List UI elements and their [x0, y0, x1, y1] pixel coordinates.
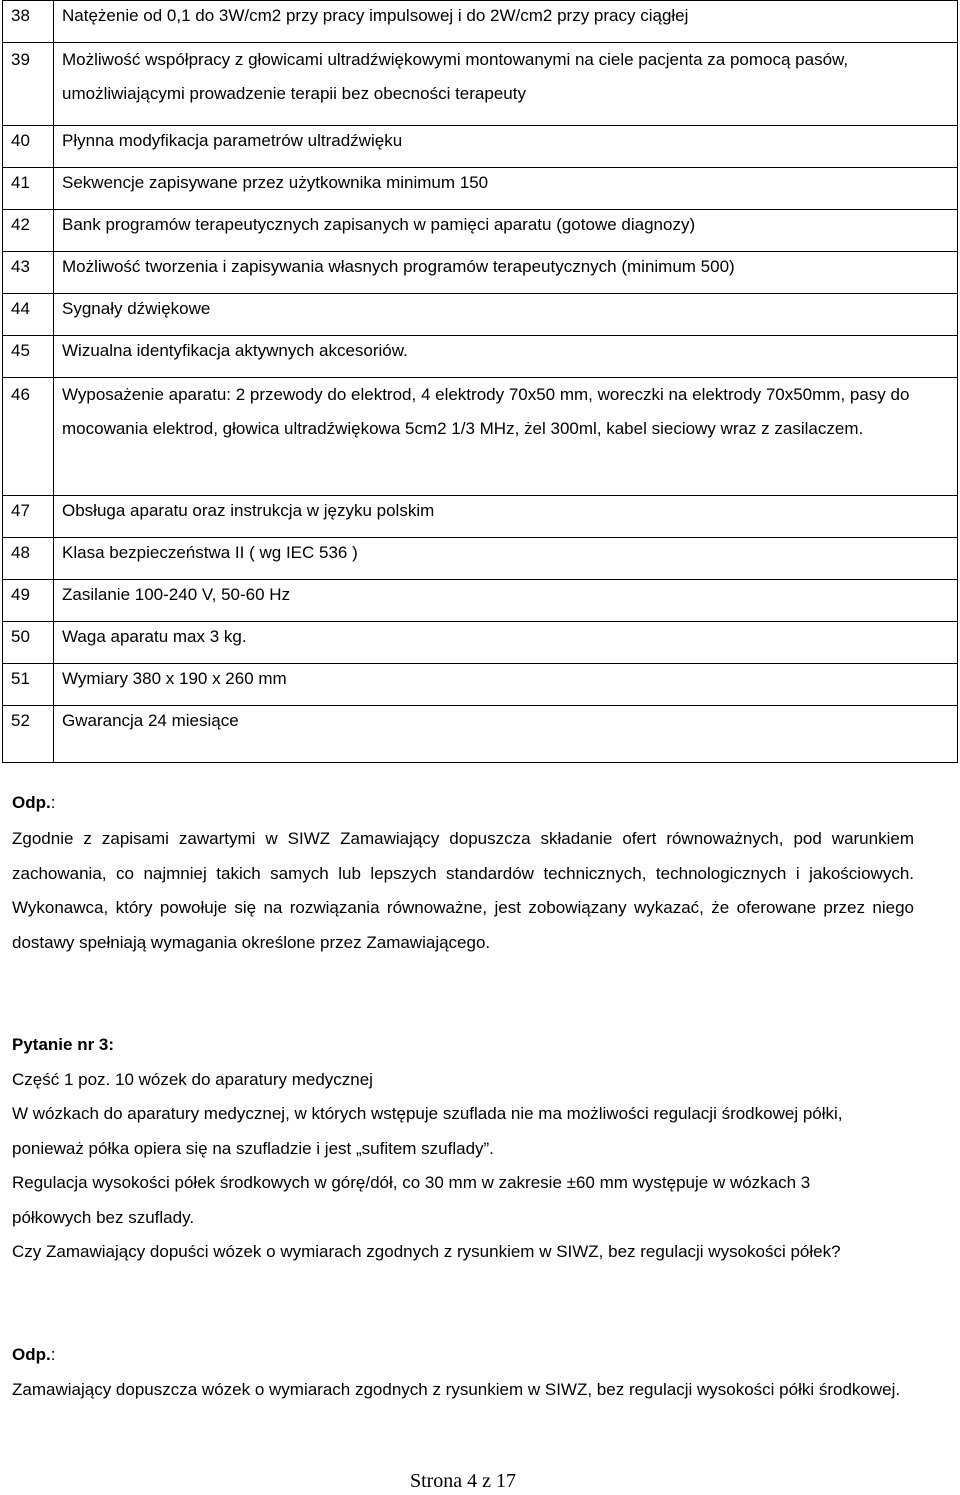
table-row — [3, 210, 958, 252]
answer-colon: : — [50, 793, 56, 812]
answer-label: Odp. — [12, 793, 51, 812]
row-number: 38 — [3, 1, 54, 43]
table-row — [3, 168, 958, 210]
table-row — [3, 496, 958, 538]
table-row — [3, 336, 958, 378]
row-description: Wizualna identyfikacja aktywnych akcesoriów. — [54, 336, 958, 378]
row-number: 49 — [3, 580, 54, 622]
row-number: 44 — [3, 294, 54, 336]
table-row — [3, 664, 958, 706]
row-number: 43 — [3, 252, 54, 294]
table-row — [3, 252, 958, 294]
question-3-subject: Część 1 poz. 10 wózek do aparatury medycznej — [12, 1070, 373, 1089]
row-number: 40 — [3, 126, 54, 168]
row-description: Zasilanie 100-240 V, 50-60 Hz — [54, 580, 958, 622]
row-description: Obsługa aparatu oraz instrukcja w języku polskim — [54, 496, 958, 538]
row-description: Płynna modyfikacja parametrów ultradźwięku — [54, 126, 958, 168]
table-row — [3, 622, 958, 664]
answer-2-heading — [12, 1338, 914, 1373]
row-description: Możliwość współpracy z głowicami ultradźwiękowymi montowanymi na ciele pacjenta za pomocą pasów, umożliwiającymi prowadzenie terapii bez obecności terapeuty — [54, 43, 958, 126]
table-row — [3, 378, 958, 496]
row-description: Waga aparatu max 3 kg. — [54, 622, 958, 664]
row-number: 50 — [3, 622, 54, 664]
question-3-paragraph-3: Czy Zamawiający dopuści wózek o wymiarach zgodnych z rysunkiem w SIWZ, bez regulacji wysokości półek? — [12, 1242, 841, 1261]
table-row — [3, 580, 958, 622]
table-row — [3, 538, 958, 580]
row-number: 46 — [3, 378, 54, 496]
row-description: Klasa bezpieczeństwa II ( wg IEC 536 ) — [54, 538, 958, 580]
answer-2-text: Zamawiający dopuszcza wózek o wymiarach zgodnych z rysunkiem w SIWZ, bez regulacji wysokości półki środkowej. — [12, 1380, 901, 1399]
row-description: Możliwość tworzenia i zapisywania własnych programów terapeutycznych (minimum 500) — [54, 252, 958, 294]
row-number: 41 — [3, 168, 54, 210]
question-3-title: Pytanie nr 3: — [12, 1035, 115, 1054]
row-number: 39 — [3, 43, 54, 126]
table-row — [3, 1, 958, 43]
answer-1-text: Zgodnie z zapisami zawartymi w SIWZ Zamawiający dopuszcza składanie ofert równoważnych, pod warunkiem zachowania, co najmniej takich samych lub lepszych standardów technicznych, technologicznych i jakościowych. Wykonawca, który powołuje się na rozwiązania równoważne, jest zobowiązany wykazać, że oferowane przez niego dostawy spełniają wymagania określone przez Zamawiającego. — [12, 829, 914, 952]
table-row — [3, 294, 958, 336]
answer-1-heading — [12, 786, 914, 821]
row-description: Sygnały dźwiękowe — [54, 294, 958, 336]
row-number: 42 — [3, 210, 54, 252]
row-description: Bank programów terapeutycznych zapisanych w pamięci aparatu (gotowe diagnozy) — [54, 210, 958, 252]
table-row — [3, 126, 958, 168]
question-3-paragraph-1: W wózkach do aparatury medycznej, w których wstępuje szuflada nie ma możliwości regulacji środkowej półki, ponieważ półka opiera się na szufladzie i jest „sufitem szuflady”. — [12, 1104, 843, 1158]
row-description: Natężenie od 0,1 do 3W/cm2 przy pracy impulsowej i do 2W/cm2 przy pracy ciągłej — [54, 1, 958, 43]
row-number: 47 — [3, 496, 54, 538]
answer-label: Odp. — [12, 1345, 51, 1364]
row-description: Wymiary 380 x 190 x 260 mm — [54, 664, 958, 706]
table-row — [3, 706, 958, 763]
row-number: 48 — [3, 538, 54, 580]
row-number: 45 — [3, 336, 54, 378]
answer-colon: : — [50, 1345, 56, 1364]
page-number: Strona 4 z 17 — [409, 1470, 517, 1492]
row-description: Wyposażenie aparatu: 2 przewody do elektrod, 4 elektrody 70x50 mm, woreczki na elektrody 70x50mm, pasy do mocowania elektrod, głowica ultradźwiękowa 5cm2 1/3 MHz, żel 300ml, kabel sieciowy wraz z zasilaczem. — [54, 378, 958, 496]
row-description: Sekwencje zapisywane przez użytkownika minimum 150 — [54, 168, 958, 210]
row-number: 51 — [3, 664, 54, 706]
row-description: Gwarancja 24 miesiące — [54, 706, 958, 763]
question-3-paragraph-2: Regulacja wysokości półek środkowych w górę/dół, co 30 mm w zakresie ±60 mm występuje w wózkach 3 półkowych bez szuflady. — [12, 1173, 811, 1227]
specification-table — [2, 0, 958, 763]
table-row — [3, 43, 958, 126]
row-number: 52 — [3, 706, 54, 763]
